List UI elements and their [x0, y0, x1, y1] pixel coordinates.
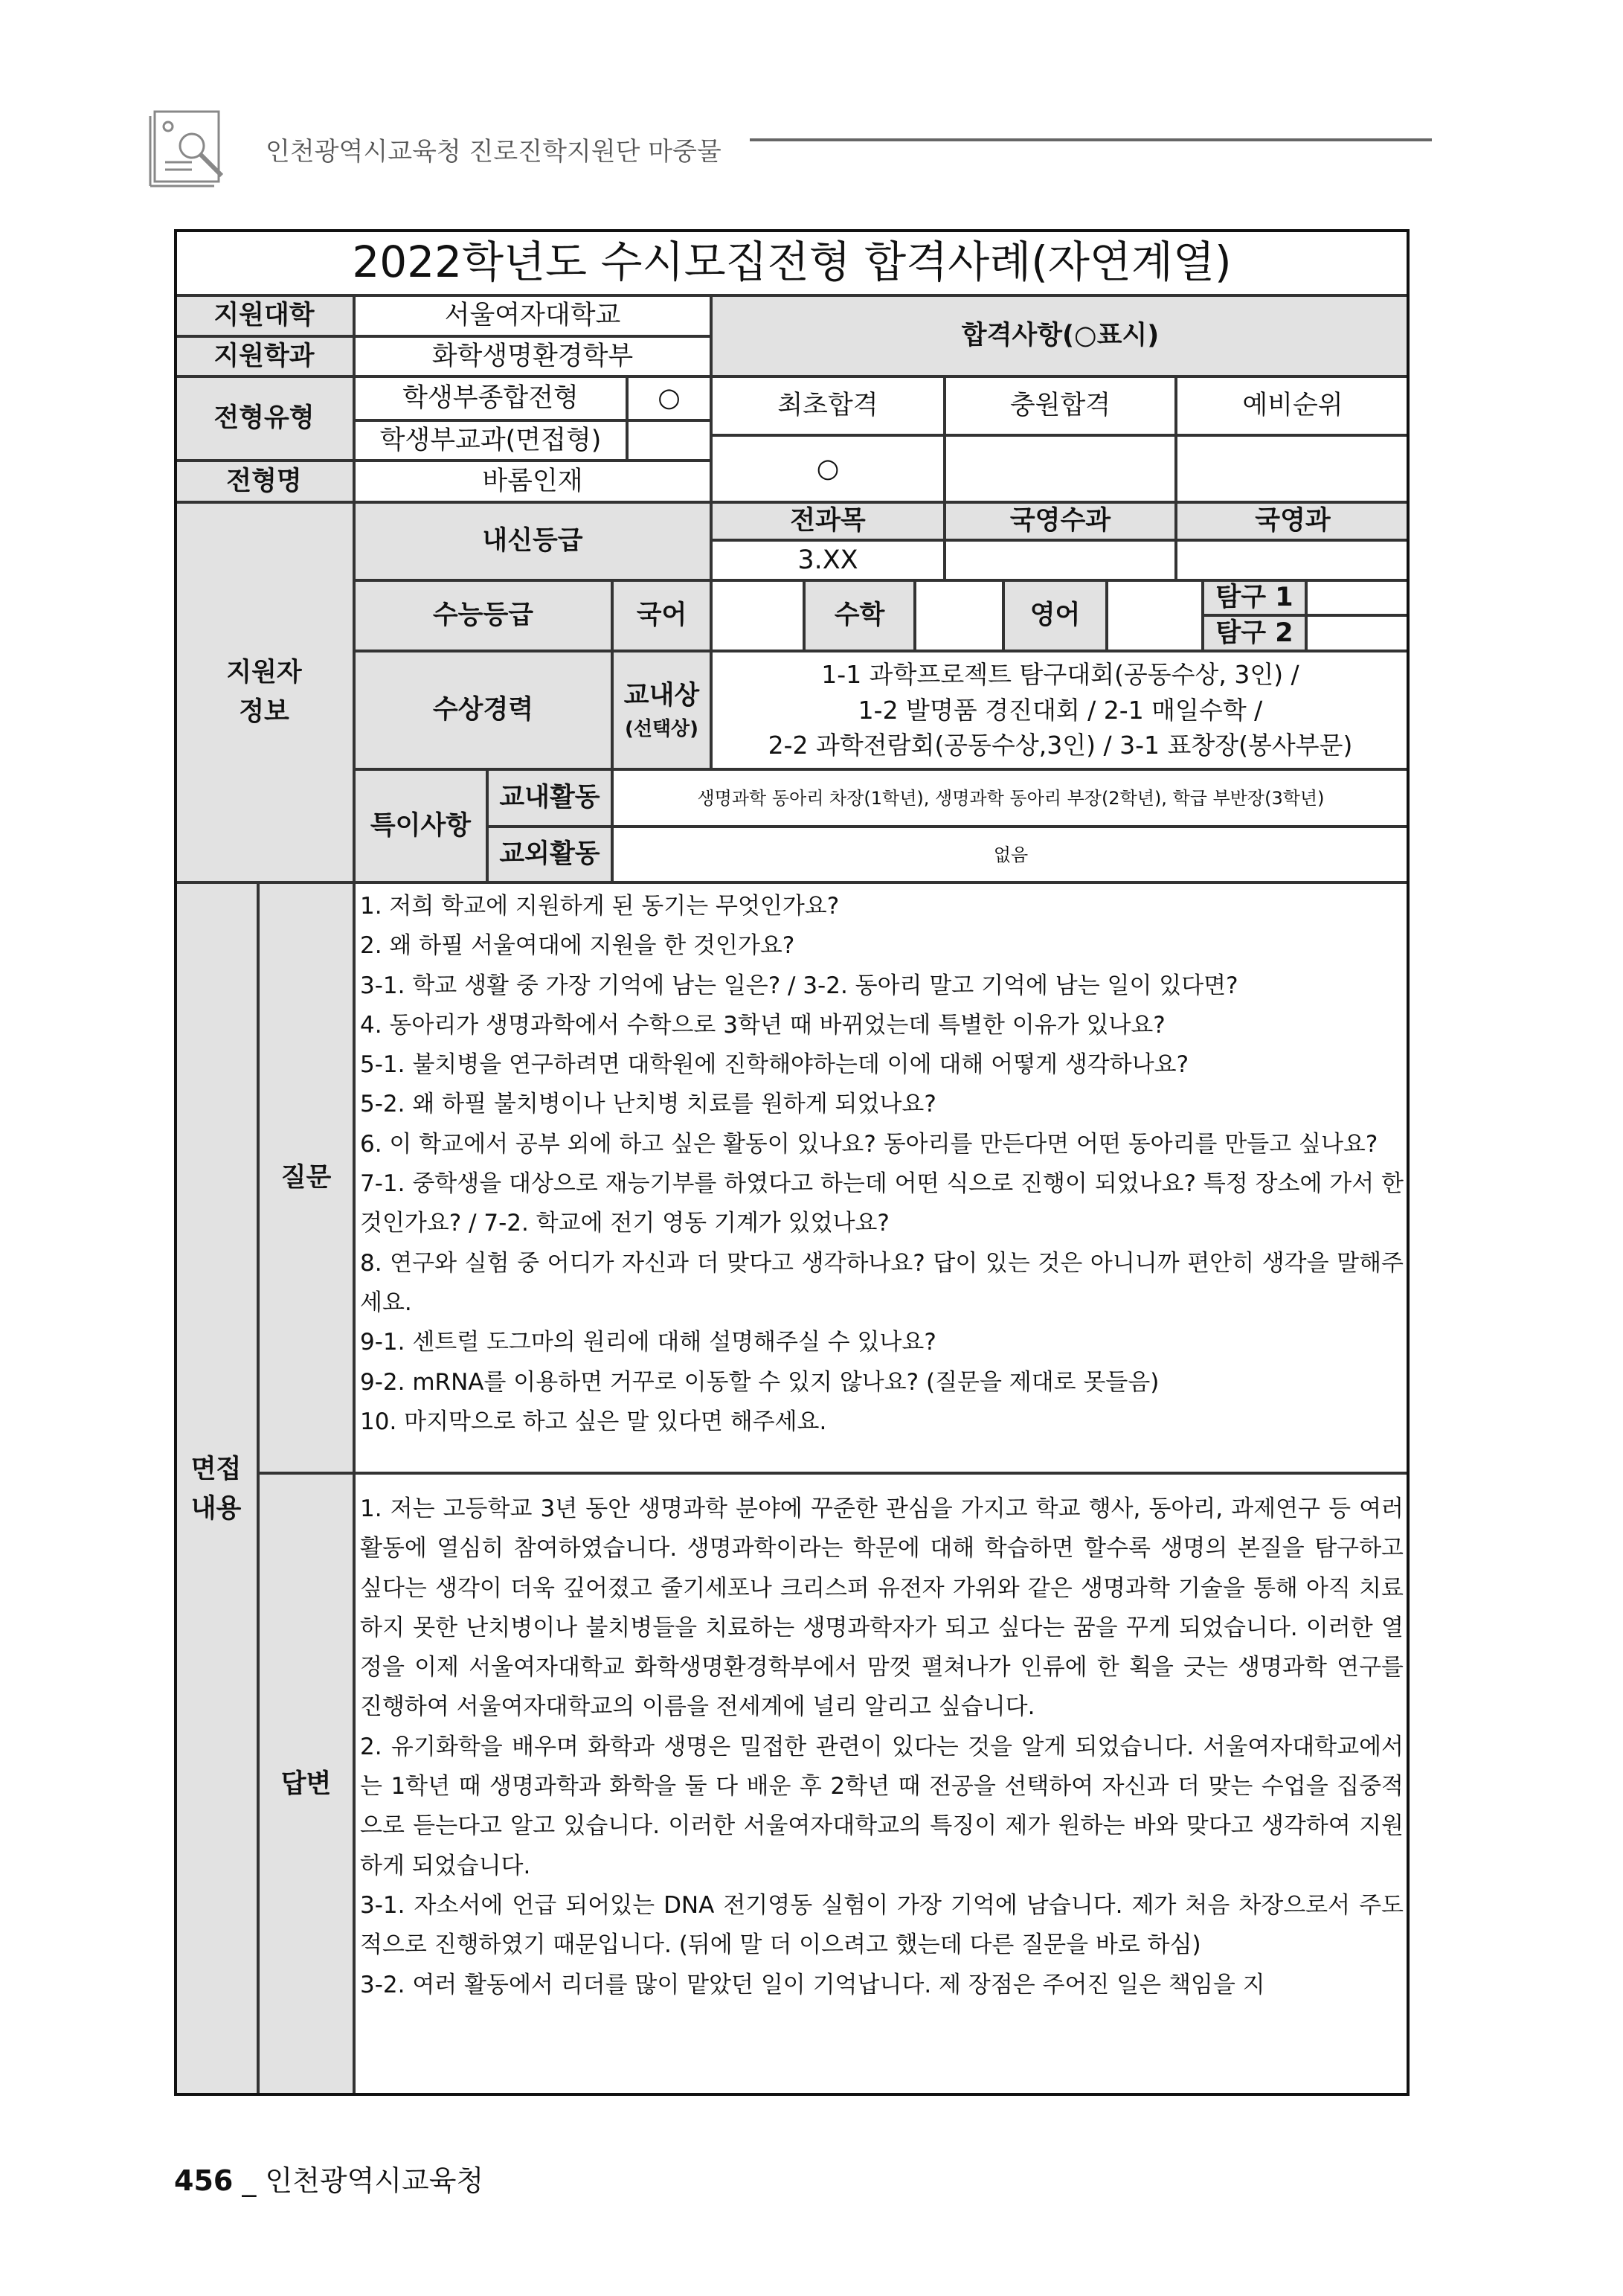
special-label: 특이사항 — [354, 769, 487, 882]
question-item: 6. 이 학교에서 공부 외에 하고 싶은 활동이 있나요? 동아리를 만든다면 어떤 동아리를 만들고 싶나요? — [360, 1130, 1378, 1158]
tamgu2-label: 탐구 2 — [1203, 615, 1306, 651]
interview-label: 면접 내용 — [174, 882, 258, 2096]
english-value — [1107, 580, 1203, 651]
name-label: 전형명 — [174, 461, 354, 502]
math-value — [915, 580, 1003, 651]
korean-value — [711, 580, 804, 651]
page-number: 456 — [174, 2164, 234, 2197]
english-label: 영어 — [1003, 580, 1107, 651]
tamgu1-label: 탐구 1 — [1203, 580, 1306, 615]
result-col-added: 충원합격 — [945, 376, 1176, 435]
type1: 학생부종합전형 — [354, 376, 627, 420]
naesin-val-kems — [945, 540, 1176, 580]
result-mark-first: ○ — [711, 435, 945, 502]
naesin-val-kes — [1176, 540, 1410, 580]
award-sub2: (선택상) — [624, 718, 699, 741]
page-title: 2022학년도 수시모집전형 합격사례(자연계열) — [174, 229, 1410, 295]
tamgu1-value — [1306, 580, 1410, 615]
question-list — [354, 882, 1410, 1473]
footer-org: 인천광역시교육청 — [265, 2164, 484, 2197]
header-org-text: 인천광역시교육청 진로진학지원단 마중물 — [266, 137, 721, 167]
dept-label: 지원학과 — [174, 336, 354, 376]
in-school-label: 교내활동 — [487, 769, 612, 827]
suneung-label: 수능등급 — [354, 580, 612, 651]
question-item: 5-1. 불치병을 연구하려면 대학원에 진학해야하는데 이에 대해 어떻게 생각하나요? — [360, 1051, 1189, 1079]
award-label: 수상경력 — [354, 651, 612, 769]
tamgu2-value — [1306, 615, 1410, 651]
result-header: 합격사항(○표시) — [711, 295, 1410, 376]
naesin-val-all: 3.XX — [711, 540, 945, 580]
award-line: 1-1 과학프로젝트 탐구대회(공동수상, 3인) / — [821, 659, 1299, 689]
question-item: 4. 동아리가 생명과학에서 수학으로 3학년 때 바뀌었는데 특별한 이유가 있나요? — [360, 1011, 1166, 1039]
question-item: 10. 마지막으로 하고 싶은 말 있다면 해주세요. — [360, 1408, 827, 1435]
in-school-text: 생명과학 동아리 차장(1학년), 생명과학 동아리 부장(2학년), 학급 부반장(3학년) — [612, 769, 1410, 827]
question-item: 9-1. 센트럴 도그마의 원리에 대해 설명해주실 수 있나요? — [360, 1329, 936, 1356]
naesin-col-kes: 국영과 — [1176, 502, 1410, 540]
type-label: 전형유형 — [174, 376, 354, 461]
question-label: 질문 — [258, 882, 354, 1473]
award-list — [711, 651, 1410, 769]
question-item: 9-2. mRNA를 이용하면 거꾸로 이동할 수 있지 않나요? (질문을 제대로 못들음) — [360, 1368, 1160, 1396]
korean-label: 국어 — [612, 580, 711, 651]
result-mark-waitlist — [1176, 435, 1410, 502]
math-label: 수학 — [804, 580, 915, 651]
type1-mark: ○ — [627, 376, 711, 420]
header-rule — [750, 138, 1432, 141]
document-search-icon — [147, 109, 238, 192]
question-item: 2. 왜 하필 서울여대에 지원을 한 것인가요? — [360, 932, 795, 960]
univ-value: 서울여자대학교 — [354, 295, 711, 336]
answer-item: 2. 유기화학을 배우며 화학과 생명은 밀접한 관련이 있다는 것을 알게 되었습니다. 서울여자대학교에서는 1학년 때 생명과학과 화학을 둘 다 배운 후 2학년 때 전공을 선택하여 자신과 더 맞는 수업을 집중적으로 듣는다고 알고 있습니다. 이러한 서울여자대학교의 특징이 제가 원하는 바와 맞다고 생각하여 지원하게 되었습니다. — [360, 1733, 1404, 1879]
result-mark-added — [945, 435, 1176, 502]
naesin-label: 내신등급 — [354, 502, 711, 580]
award-line: 1-2 발명품 경진대회 / 2-1 매일수학 / — [858, 695, 1263, 725]
answer-label: 답변 — [258, 1473, 354, 2096]
footer-separator: _ — [242, 2164, 257, 2197]
award-line: 2-2 과학전람회(공동수상,3인) / 3-1 표창장(봉사부문) — [768, 731, 1353, 760]
answer-item: 3-2. 여러 활동에서 리더를 많이 맡았던 일이 기억납니다. 제 장점은 주어진 일은 책임을 지 — [360, 1971, 1265, 1998]
result-col-first: 최초합격 — [711, 376, 945, 435]
question-item: 5-2. 왜 하필 불치병이나 난치병 치료를 원하게 되었나요? — [360, 1091, 936, 1118]
answer-item: 3-1. 자소서에 언급 되어있는 DNA 전기영동 실험이 가장 기억에 남습니다. 제가 처음 차장으로서 주도적으로 진행하였기 때문입니다. (뒤에 말 더 이으려고 했는데 다른 질문을 바로 하심) — [360, 1891, 1404, 1959]
result-col-waitlist: 예비순위 — [1176, 376, 1410, 435]
answer-list — [354, 1473, 1410, 2096]
out-school-text: 없음 — [612, 827, 1410, 882]
dept-value: 화학생명환경학부 — [354, 336, 711, 376]
question-item: 1. 저희 학교에 지원하게 된 동기는 무엇인가요? — [360, 893, 840, 920]
applicant-label: 지원자 정보 — [174, 502, 354, 882]
answer-item: 1. 저는 고등학교 3년 동안 생명과학 분야에 꾸준한 관심을 가지고 학교 행사, 동아리, 과제연구 등 여러 활동에 열심히 참여하였습니다. 생명과학이라는 학문에 대해 학습하면 할수록 생명의 본질을 탐구하고 싶다는 생각이 더욱 깊어졌고 줄기세포나 크리스퍼 유전자 가위와 같은 생명과학 기술을 통해 아직 치료하지 못한 난치병이나 불치병들을 치료하는 생명과학자가 되고 싶다는 꿈을 꾸게 되었습니다. 이러한 열정을 이제 서울여자대학교 화학생명환경학부에서 맘껏 펼쳐나가 인류에 한 획을 긋는 생명과학 연구를 진행하여 서울여자대학교의 이름을 전세계에 널리 알리고 싶습니다. — [360, 1495, 1404, 1721]
type2-mark — [627, 420, 711, 461]
question-item: 8. 연구와 실험 중 어디가 자신과 더 맞다고 생각하나요? 답이 있는 것은 아니니까 편안히 생각을 말해주세요. — [360, 1249, 1404, 1316]
out-school-label: 교외활동 — [487, 827, 612, 882]
award-sub-label — [612, 651, 711, 769]
univ-label: 지원대학 — [174, 295, 354, 336]
footer — [174, 2158, 483, 2199]
naesin-col-kems: 국영수과 — [945, 502, 1176, 540]
naesin-col-all: 전과목 — [711, 502, 945, 540]
question-item: 3-1. 학교 생활 중 가장 기억에 남는 일은? / 3-2. 동아리 말고 기억에 남는 일이 있다면? — [360, 972, 1238, 999]
type2: 학생부교과(면접형) — [354, 420, 627, 461]
award-sub: 교내상 — [623, 680, 700, 711]
name-value: 바롬인재 — [354, 461, 711, 502]
question-item: 7-1. 중학생을 대상으로 재능기부를 하였다고 하는데 어떤 식으로 진행이 되었나요? 특정 장소에 가서 한 것인가요? / 7-2. 학교에 전기 영동 기계가 있었나요? — [360, 1170, 1404, 1237]
